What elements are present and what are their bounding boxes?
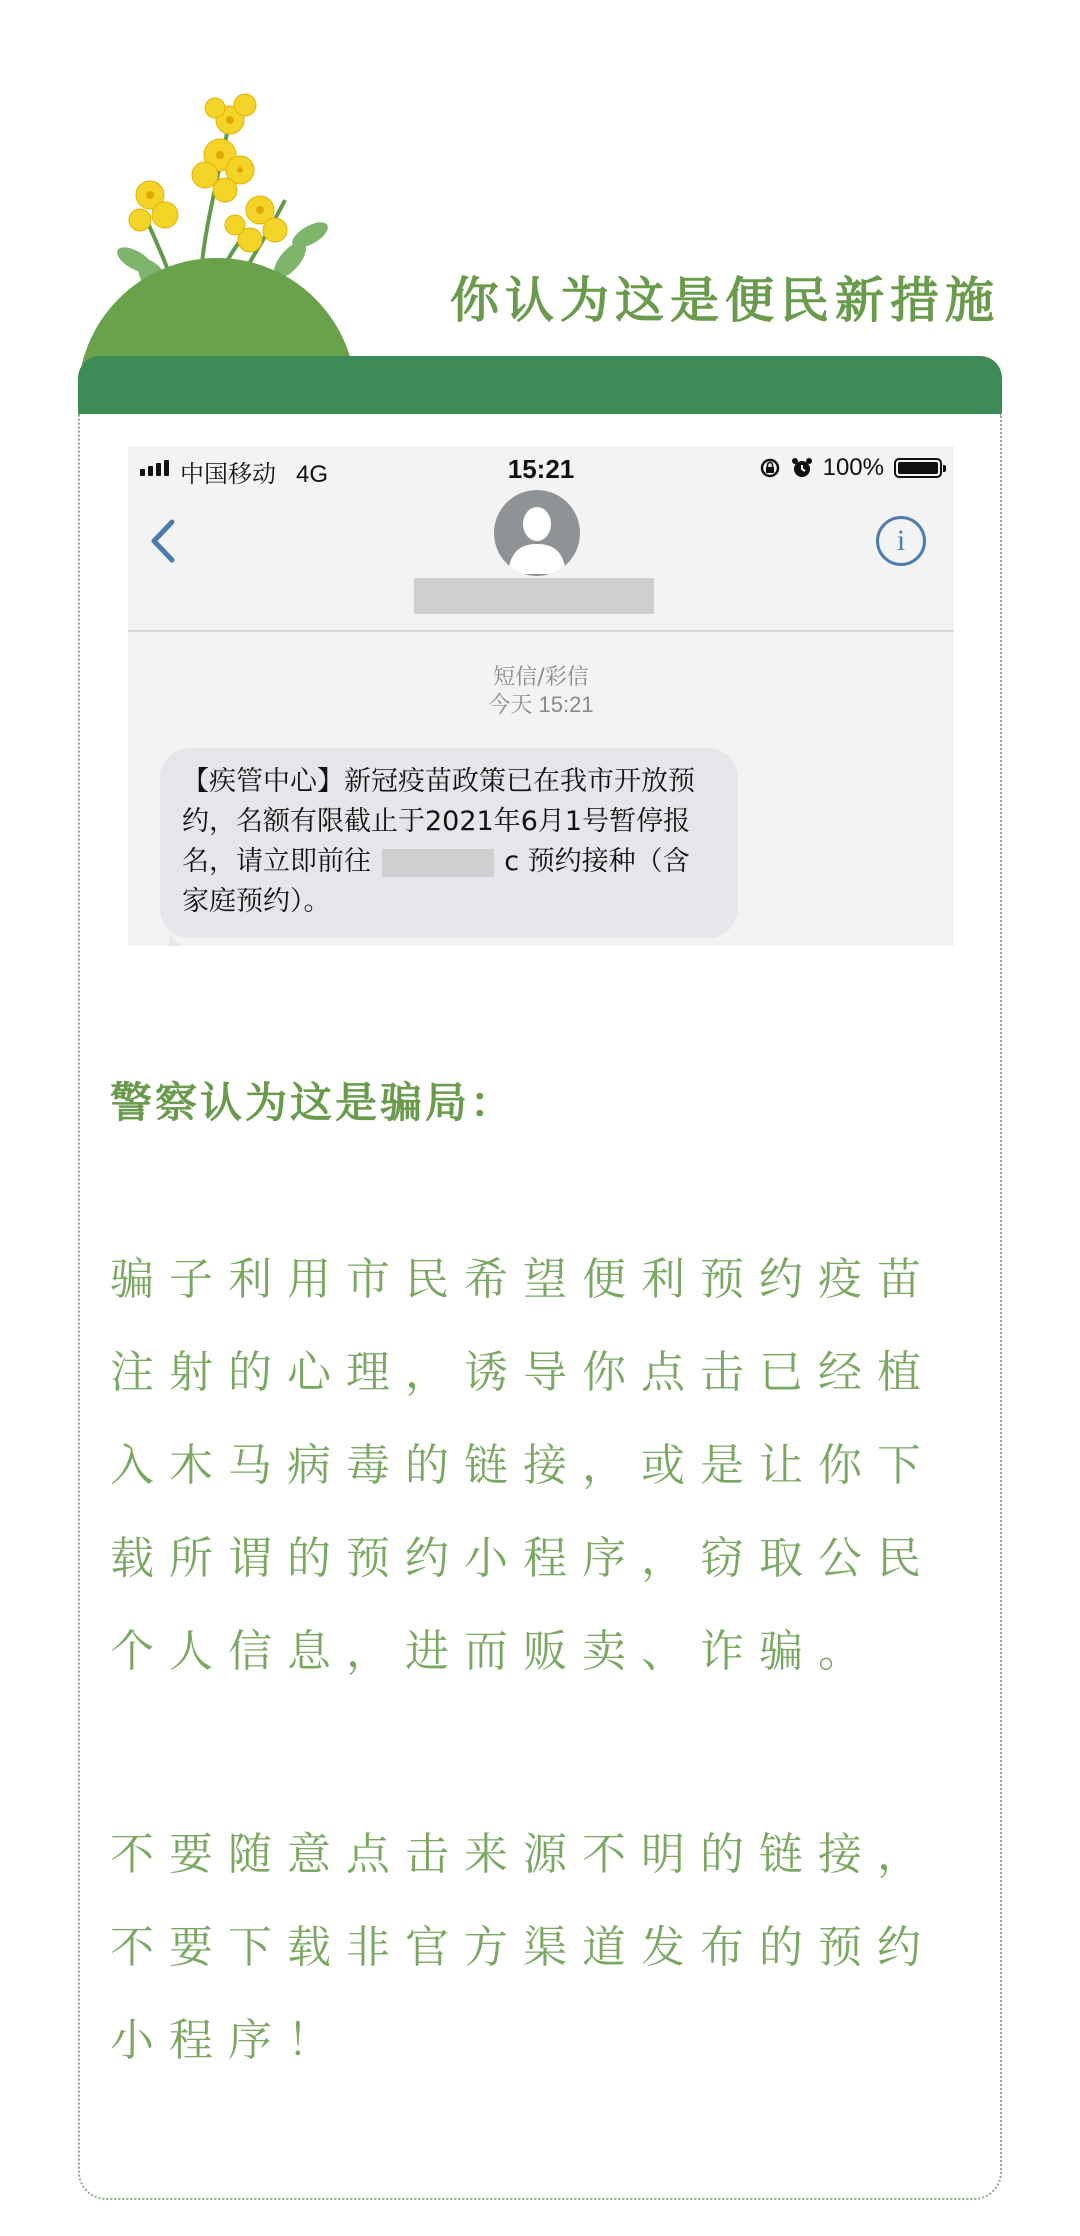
headline: 你认为这是便民新措施 [449, 272, 1000, 329]
sms-type-label: 短信/彩信 [493, 665, 589, 690]
bubble-tail [148, 934, 188, 946]
alarm-icon [791, 457, 813, 479]
info-icon[interactable]: i [876, 516, 926, 566]
contact-avatar-icon [494, 490, 580, 576]
battery-percent: 100% [822, 454, 884, 481]
status-time: 15:21 [507, 454, 575, 484]
sms-screenshot [128, 446, 954, 946]
card-header-bar [78, 356, 1002, 416]
message-text-end: c 预约接种（含家庭预约）。 [182, 846, 690, 917]
message-text: 【疾管中心】新冠疫苗政策已在我市开放预约，名额有限截止于2021年6月1号暂停报名，请立即前往 [182, 766, 695, 877]
sms-timestamp: 今天 15:21 [488, 692, 594, 717]
message-bubble [160, 748, 738, 938]
redacted-contact-name [414, 578, 654, 614]
carrier-name: 中国移动 [180, 461, 276, 488]
back-chevron-icon[interactable] [148, 516, 178, 566]
paragraph-1: 骗子利用市民希望便利预约疫苗注射的心理，诱导你点击已经植入木马病毒的链接，或是让你下载所谓的预约小程序，窃取公民个人信息，进而贩卖、诈骗。 [110, 1254, 936, 1677]
status-bar [128, 446, 954, 490]
network-type: 4G [296, 461, 329, 488]
redacted-link [382, 849, 494, 877]
subheading: 警察认为这是骗局： [110, 1078, 516, 1127]
battery-icon [894, 458, 942, 478]
lock-rotation-icon [759, 457, 781, 479]
paragraph-2: 不要随意点击来源不明的链接，不要下载非官方渠道发布的预约小程序！ [110, 1829, 936, 2066]
nav-divider [128, 630, 954, 632]
